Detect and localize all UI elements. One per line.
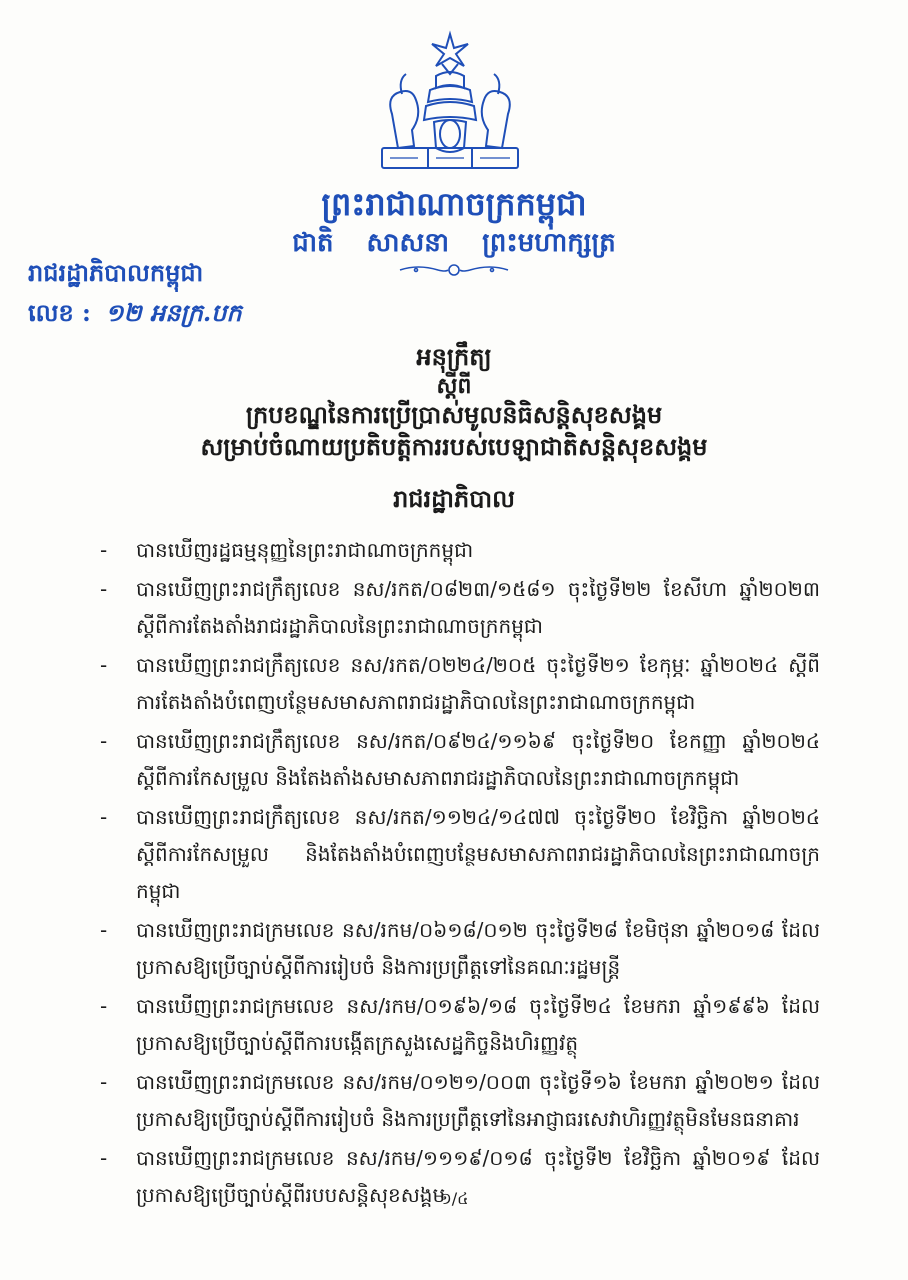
issuer-heading: រាជរដ្ឋាភិបាល	[393, 484, 515, 513]
list-item: - បានឃើញព្រះរាជក្រឹត្យលេខ នស/រកត/០៨២៣/១៥៨១ ចុះថ្ងៃទី២២ ខែសីហា ឆ្នាំ២០២៣ ស្តីពីការតែងតាំងរាជរដ្ឋាភិបាលនៃព្រះរាជាណាចក្រកម្ពុជា	[100, 577, 820, 638]
list-item: - បានឃើញរដ្ឋធម្មនុញ្ញនៃព្រះរាជាណាចក្រកម្ពុជា	[100, 538, 474, 562]
title-line-1: ក្របខណ្ឌនៃការប្រើប្រាស់មូលនិធិសន្តិសុខសង្គម	[245, 400, 663, 429]
number-label: លេខ :	[28, 298, 91, 327]
document-type: អនុក្រឹត្យ	[416, 342, 492, 371]
royal-arms-emblem-icon	[372, 30, 528, 172]
national-motto: ជាតិ សាសនា ព្រះមហាក្សត្រ	[292, 228, 616, 258]
list-item: - បានឃើញព្រះរាជក្រមលេខ នស/រកម/១១១៩/០១៨ ចុះថ្ងៃទី២ ខែវិច្ឆិកា ឆ្នាំ២០១៩ ដែលប្រកាសឱ្យប្រើច្បាប់ស្តីពីរបបសន្តិសុខសង្គម	[100, 1146, 820, 1207]
regarding-label: ស្តីពី	[436, 373, 472, 399]
list-item: - បានឃើញព្រះរាជក្រមលេខ នស/រកម/០១២១/០០៣ ចុះថ្ងៃទី១៦ ខែមករា ឆ្នាំ២០២១ ដែលប្រកាសឱ្យប្រើច្បាប់ស្តីពីការរៀបចំ និងការប្រព្រឹត្តទៅនៃអាជ្ញាធរសេវាហិរញ្ញវត្ថុមិនមែនធនាគារ	[100, 1070, 820, 1131]
list-item: - បានឃើញព្រះរាជក្រមលេខ នស/រកម/០៦១៨/០១២ ចុះថ្ងៃទី២៨ ខែមិថុនា ឆ្នាំ២០១៨ ដែលប្រកាសឱ្យប្រើច្បាប់ស្តីពីការរៀបចំ និងការប្រព្រឹត្តទៅនៃគណៈរដ្ឋមន្ត្រី	[100, 918, 820, 979]
ornament-divider-icon	[398, 262, 510, 278]
page-number: ១/៤	[439, 1189, 469, 1208]
list-item: - បានឃើញព្រះរាជក្រមលេខ នស/រកម/០១៩៦/១៨ ចុះថ្ងៃទី២៤ ខែមករា ឆ្នាំ១៩៩៦ ដែលប្រកាសឱ្យប្រើច្បាប់ស្តីពីការបង្កើតក្រសួងសេដ្ឋកិច្ចនិងហិរញ្ញវត្ថុ	[100, 994, 820, 1055]
list-item: - បានឃើញព្រះរាជក្រឹត្យលេខ នស/រកត/០២២៤/២០៥ ចុះថ្ងៃទី២១ ខែកុម្ភៈ ឆ្នាំ២០២៤ ស្តីពីការតែងតាំងបំពេញបន្ថែមសមាសភាពរាជរដ្ឋាភិបាលនៃព្រះរាជាណាចក្រកម្ពុជា	[100, 653, 820, 714]
list-item: - បានឃើញព្រះរាជក្រឹត្យលេខ នស/រកត/០៩២៤/១១៦៩ ចុះថ្ងៃទី២០ ខែកញ្ញា ឆ្នាំ២០២៤ ស្តីពីការកែសម្រួល និងតែងតាំងសមាសភាពរាជរដ្ឋាភិបាលនៃព្រះរាជាណាចក្រកម្ពុជា	[100, 729, 820, 790]
list-item: - បានឃើញព្រះរាជក្រឹត្យលេខ នស/រកត/១១២៤/១៤៧៧ ចុះថ្ងៃទី២០ ខែវិច្ឆិកា ឆ្នាំ២០២៤ ស្តីពីការកែសម្រួល និងតែងតាំងបំពេញបន្ថែមសមាសភាពរាជរដ្ឋាភិបាលនៃព្រះរាជាណាចក្រកម្ពុជា	[100, 805, 820, 903]
title-line-2: សម្រាប់ចំណាយប្រតិបត្តិការរបស់បេឡាជាតិសន្តិសុខសង្គម	[200, 432, 708, 461]
government-name: រាជរដ្ឋាភិបាលកម្ពុជា	[28, 258, 204, 287]
document-number	[28, 298, 242, 333]
legal-basis-list	[100, 532, 820, 1216]
handwritten-number: ១២ អនក្រ.បក	[105, 298, 242, 327]
kingdom-name: ព្រះរាជាណាចក្រកម្ពុជា	[321, 185, 587, 223]
